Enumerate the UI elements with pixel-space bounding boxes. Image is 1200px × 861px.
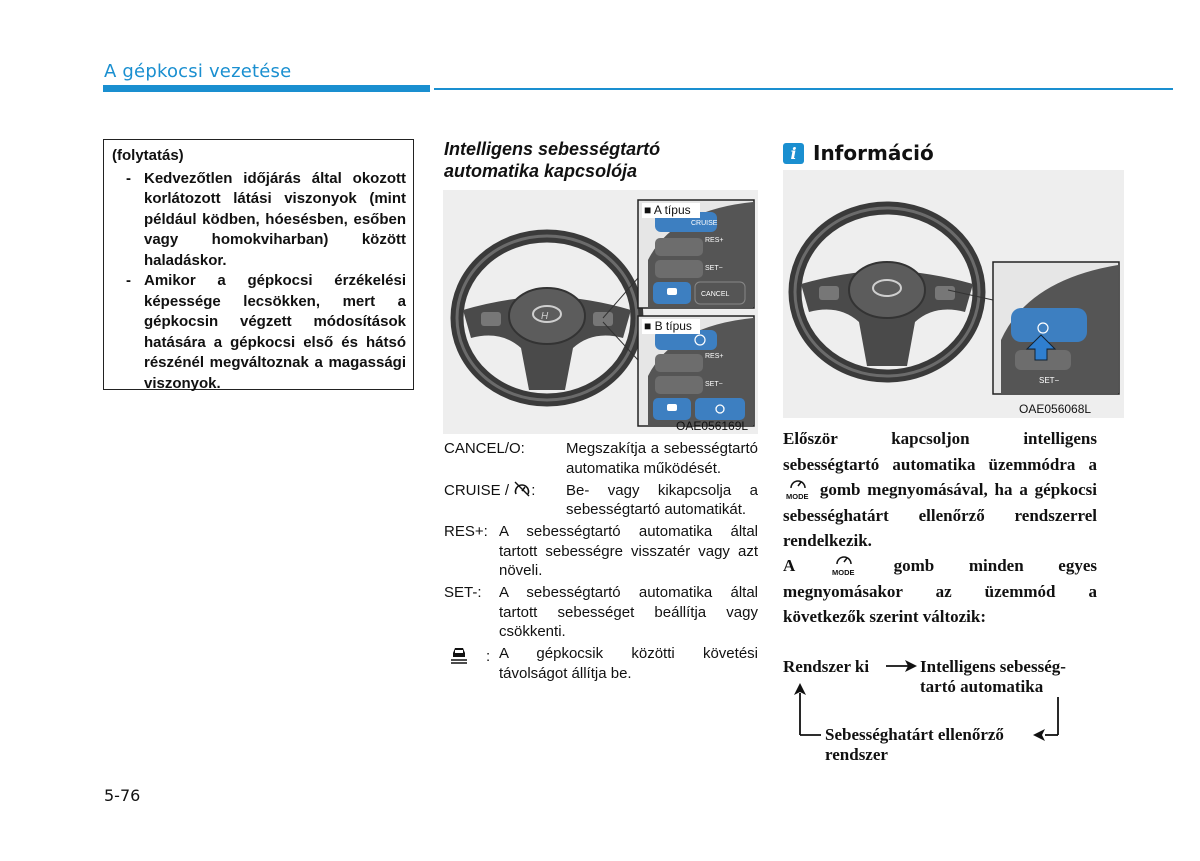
flow-state-speed-limit-line1: Sebességhatárt ellenőrző [825,725,1004,744]
header-rule-thin [434,88,1173,90]
inset-a-label: ■ A típus [644,203,691,217]
note-item [112,271,406,394]
inset-set-label: SET− [1039,376,1060,385]
inset-a-cruise-label: CRUISE [691,220,718,227]
steering-wheel-illustration [443,190,758,434]
bullet-dash: - [126,169,131,187]
switch-definition-list [444,439,758,686]
definition-desc: A sebességtartó automatika által tartott sebességre visszatér vagy azt növeli. [499,523,758,579]
flow-state-smart-cruise-line1: Intelligens sebesség- [920,657,1066,676]
cruise-speedometer-icon [513,481,531,497]
note-item-text: Amikor a gépkocsi érzékelési képessége lecsökken, mert a gépkocsin végzett módosítások hatására a gépkocsi első és hátsó részénél megváltoznak a magassági viszonyok. [144,272,406,392]
inset-b-res-label: RES+ [705,353,724,360]
definition-term-group [444,481,566,520]
info-paragraph-1 [783,426,1097,554]
definition-term: CANCEL/O: [444,440,525,457]
note-item-text: Kedvezőtlen időjárás által okozott korlátozott látási viszonyok (mint például ködben, hóesésben, esőben vagy homokviharban) között haladáskor. [144,169,406,269]
paragraph-text: gomb minden egyes megnyomásakor az üzemmód a következők szerint változik: [783,556,1098,626]
steering-wheel-mode-illustration [783,170,1124,418]
svg-text:H: H [541,311,549,322]
bullet-dash: - [126,272,131,289]
mode-label: MODE [831,568,855,577]
inset-a-cancel-label: CANCEL [701,291,730,298]
header-rule-thick [103,85,430,92]
definition-term: : [486,648,491,665]
section-title: Intelligens sebességtartó automatika kapcsolója [444,139,661,181]
paragraph-text: Először kapcsoljon intelligens sebességtartó automatika üzemmódra a [783,429,1097,474]
drive-mode-button-icon [783,477,813,501]
inset-b-label: ■ B típus [644,319,692,333]
info-header [783,141,934,165]
note-item [112,169,406,272]
figure-code: OAE056169L [676,419,749,433]
definition-desc: Be- vagy kikapcsolja a sebességtartó automatikát. [566,481,758,518]
definition-term: SET-: [444,584,482,601]
mode-button-figure [783,170,1124,418]
info-title: Információ [813,141,934,165]
inset-a-res-label: RES+ [705,237,724,244]
definition-row [444,522,758,581]
definition-term-colon: : [531,481,536,499]
flow-state-speed-limit-line2: rendszer [825,745,888,764]
drive-mode-button-icon [829,553,859,577]
info-icon: i [783,143,804,164]
definition-term-group [444,644,499,683]
mode-label: MODE [786,492,809,501]
definition-term: CRUISE / [444,481,510,499]
flow-state-system-off: Rendszer ki [783,657,870,676]
definition-row [444,439,758,478]
definition-desc: Megszakítja a sebességtartó automatika működését. [566,440,758,477]
continued-note-box [103,139,414,390]
definition-row [444,481,758,520]
figure-code: OAE056068L [1019,402,1092,416]
paragraph-text: gomb megnyomásával, ha a gépkocsi sebességhatárt ellenőrző rendszerrel rendelkezik. [783,480,1098,550]
page-number: 5-76 [104,786,141,805]
definition-row [444,644,758,683]
continued-label: (folytatás) [112,147,184,164]
definition-row [444,583,758,642]
definition-desc: A sebességtartó automatika által tartott sebességet beállítja vagy csökkenti. [499,584,758,640]
definition-term: RES+: [444,523,488,540]
flow-arrowhead [1033,729,1045,741]
flow-arrows [783,655,1103,775]
vehicle-distance-icon [448,644,470,666]
inset-b-set-label: SET− [705,381,723,388]
mode-cycle-diagram [783,655,1103,775]
definition-desc: A gépkocsik közötti követési távolságot állítja be. [499,645,758,682]
paragraph-text: A [783,556,795,575]
info-paragraph-2 [783,553,1097,630]
steering-wheel-figure [443,190,758,434]
flow-state-smart-cruise-line2: tartó automatika [920,677,1044,696]
section-header-title: A gépkocsi vezetése [104,61,292,82]
inset-a-set-label: SET− [705,265,723,272]
